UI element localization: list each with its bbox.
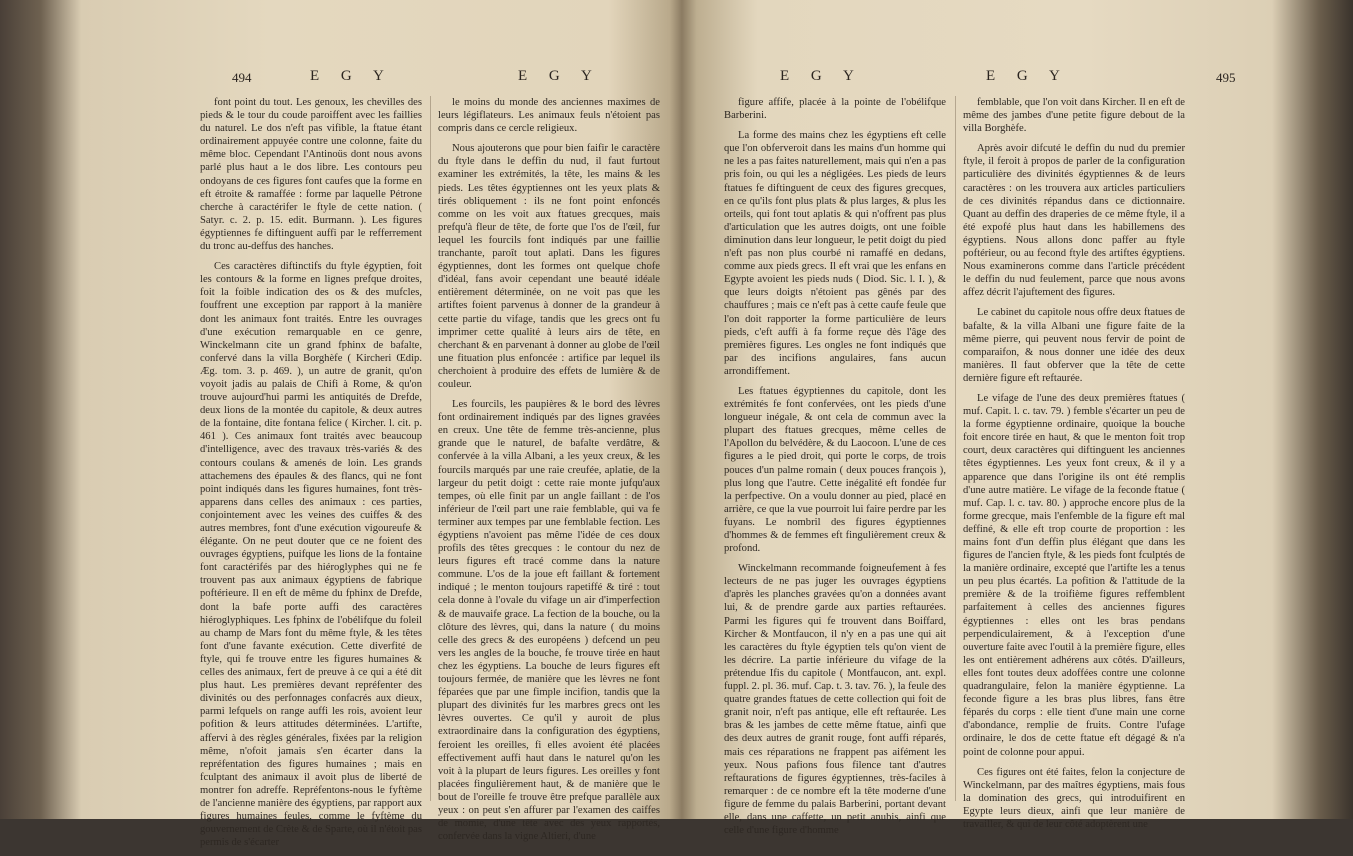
- paragraph: Après avoir difcuté le deffin du nud du premier ftyle, il feroit à propos de parler de la configuration particulière des divinités égyptiennes & de leurs caractères : on les trouvera aux articles particuliers de ces divinités répandus dans ce dictionnaire. Quant au deffin des draperies de ce même ftyle, il a été expofé plus haut dans les habillemens des égyptiens. Nous allons donc paffer au ftyle poftérieur, ou au fecond ftyle des artiftes égyptiens. Nous examinerons comme dans l'article précédent le deffin du nud feulement, parce que nous avons affez décrit l'ajuftement des figures.: [963, 143, 1185, 299]
- running-header: E G Y: [310, 68, 393, 84]
- paragraph: Winckelmann recommande foigneufement à fes lecteurs de ne pas juger les ouvrages égyptiens d'après les planches gravées qu'on a données avant lui, & de prendre garde aux parties reftaurées. Parmi les figures qui fe trouvent dans Boiffard, Kircher & Montfaucon, il n'y en a pas une qui ait les caractères du ftyle égyptien tels qu'on vient de les décrire. La partie inférieure du vifage de la prétendue Ifis du capitole ( Montfaucon, ant. expl. fuppl. 2. pl. 36. muf. Cap. t. 3. tav. 76. ), la feule des quatre grandes ftatues de cette collection qui foit de granit noir, n'eft pas antique, elle eft reftaurée. Les bras & les jambes de cette même ftatue, ainfi que des deux autres de granit rouge, font auffi réparés, mais ces réparations ne frappent pas aifément les yeux. Nous pafions fous filence tant d'autres reftaurations de figures égyptiennes, très-faciles à remarquer : de ce nombre eft la tête moderne d'une figure de femme du palais Barberini, portant devant elle, dans une caffette, un petit anubis, ainfi que celle d'une figure d'homme: [724, 563, 946, 837]
- paragraph: Les fourcils, les paupières & le bord des lèvres font ordinairement indiqués par des lignes gravées en creux. Une tête de femme très-ancienne, plus grande que le naturel, de bafalte verdâtre, & confervée à la villa Albani, a les yeux creux, & les fourcils marqués par une raie creufée, aplatie, de la largeur du petit doigt : cette raie monte jufqu'aux tempes, où elle finit par un angle faillant : de l'os inférieur de l'œil part une raie femblable, qui va fe terminer aux tempes par une femblable fection. Les égyptiens n'avoient pas même l'idée de ces doux profils des têtes grecques : le contour du nez de leurs figures eft tracé comme dans la nature commune. L'os de la joue eft faillant & fortement indiqué ; le menton toujours rapetiffé & tiré : tout cela donne à l'ovale du vifage un air d'imperfection & de mauvaife grace. La fection de la bouche, ou la clôture des lèvres, qui, dans la nature ( du moins celle des grecs & des européens ) defcend un peu vers les angles de la bouche, fe trouve tirée en haut chez les égyptiens. La bouche de leurs figures eft toujours fermée, de manière que les lèvres ne font féparées que par une fimple incifion, tandis que la plupart des divinités fur les marbres grecs ont les lèvres ouvertes. Ce qu'il y auroit de plus extraordinaire dans la configuration des égyptiens, feroient les oreilles, fi elles avoient été placées effectivement auffi haut dans le naturel qu'on les voit à la plupart de leurs figures. Les oreilles y font placées fingulièrement haut, & de manière que le bout de l'oreille fe trouve être prefque parallèle aux yeux : on peut s'en affurer par l'examen des caiffes de momie, d'une tête avec des yeux rapportés, confervée dans la vigne Altieri, d'une: [438, 399, 660, 843]
- page-number: 495: [1216, 70, 1236, 85]
- paragraph: Les ftatues égyptiennes du capitole, dont les extrémités fe font confervées, ont les pieds d'une longueur inégale, & ont cela de commun avec la plupart des ftatues grecques, même celles de l'Apollon du belvédère, & du Laocoon. L'une de ces figures a le pied droit, qui porte le corps, de trois pouces d'un palme romain ( deux pouces françois ), plus long que l'autre. Cette inégalité eft fondée fur la perfpective. On a voulu donner au pied, placé en arrière, ce que la vue pourroit lui faire perdre par les fuyans. Le nombril des figures égyptiennes d'hommes & de femmes eft fingulièrement creux & profond.: [724, 385, 946, 555]
- paragraph: femblable, que l'on voit dans Kircher. Il en eft de même des jambes d'une petite figure debout de la villa Borghèfe.: [963, 97, 1185, 135]
- paragraph: le moins du monde des anciennes maximes de leurs légiflateurs. Les animaux feuls n'étoient pas compris dans ce cercle religieux.: [438, 97, 660, 135]
- paragraph: figure affife, placée à la pointe de l'obélifque Barberini.: [724, 97, 946, 122]
- paragraph: Nous ajouterons que pour bien faifir le caractère du ftyle dans le deffin du nud, il faut furtout examiner les extrémités, la tête, les mains & les pieds. Les têtes égyptiennes ont les yeux plats & tirés obliquement : ils ne font point enfoncés comme on les voit aux ftatues grecques, mais prefqu'à fleur de tête, de forte que l'os de l'œil, fur lequel les fourcils font indiqués par une faillie tranchante, paroît tout aplati. Dans les figures égyptiennes, dont les formes ont quelque chofe d'idéal, fans avoir cependant une beauté idéale entièrement déterminée, on ne voit pas que les artiftes foient parvenus à donner de la grandeur à cette partie du vifage, tandis que les grecs ont fu imprimer cette qualité à leurs airs de tête, en cherchant & en parvenant à donner au globe de l'œil une fituation plus enfoncée : artifice par lequel ils cherchoient à produire des effets de lumière & de couleur.: [438, 143, 660, 390]
- paragraph: Ces figures ont été faites, felon la conjecture de Winckelmann, par des maîtres égyptiens, mais fous la domination des grecs, qui introduifirent en Egypte leurs dieux, ainfi que leur manière de travailler, & qui de leur côté adoptèrent une: [963, 766, 1185, 830]
- paragraph: Le cabinet du capitole nous offre deux ftatues de bafalte, & la villa Albani une figure faite de la même pierre, qui peuvent nous fervir de point de comparaifon, & nous donner une idée des deux manières. Il faut obferver que la tête de cette dernière figure eft reftaurée.: [963, 307, 1185, 384]
- column-divider: [955, 96, 956, 801]
- right-page: [676, 0, 1353, 837]
- page-number: 494: [232, 70, 252, 85]
- column-divider: [430, 96, 431, 801]
- text-column-left: [724, 96, 946, 844]
- paragraph: Le vifage de l'une des deux premières ftatues ( muf. Capit. l. c. tav. 79. ) femble s'écarter un peu de la forme égyptienne ordinaire, quoique la bouche foit encore tirée en haut, & que le menton foit trop court, deux caractères qui diftinguent les anciennes têtes égyptiennes. Les yeux font creux, & il y a apparence que dans l'origine ils ont été remplis d'une autre matière. Le vifage de la feconde ftatue ( muf. Cap. l. c. tav. 80. ) approche encore plus de la forme grecque, mais l'enfemble de la figure eft mal deffiné, & elle eft trop courte de proportion : les mains font d'un deffin plus élégant que dans les figures de l'ancien ftyle, & les pieds font fculptés de la manière ordinaire, excepté que l'artifte les a tenus un peu plus écartés. La pofition & l'attitude de la première & de la troifième figures reffemblent parfaitement à celles des anciennes figures égyptiennes : elles ont les bras pendans perpendiculairement, & à l'exception d'une ouverture faite avec l'outil à la première figure, elles les ont entièrement adhérens aux côtés. D'ailleurs, elles font toutes deux adoffées contre une colonne quadrangulaire, felon la manière égyptienne. La feconde figure a les bras plus libres, fans être féparés du corps : elle tient d'une main une corne d'abondance, remplie de fruits. Contre l'ufage ordinaire, le dos de cette ftatue eft dégagé & n'a point de colonne pour appui.: [963, 392, 1185, 758]
- left-page: [0, 0, 676, 849]
- running-header: E G Y: [518, 68, 601, 84]
- text-column-left: [200, 96, 422, 856]
- running-header: E G Y: [780, 68, 863, 84]
- paragraph: font point du tout. Les genoux, les chevilles des pieds & le tour du coude paroiffent avec les faillies du naturel. Le dos n'eft pas vifible, la ftatue étant ordinairement appuyée contre une colonne, faite du même bloc. Cependant l'Antinoüs dont nous avons parlé plus haut a le dos libre. Les contours peu ondoyans de ces figures font caufes que la forme en eft étroite & ramaffée : forme par laquelle Pétrone cherche à caractérifer le ftyle de cette nation. ( Satyr. c. 2. p. 15. edit. Burmann. ). Les figures égyptiennes fe diftinguent auffi par le refferrement du tronc au-deffus des hanches.: [200, 97, 422, 253]
- text-column-right: [963, 96, 1185, 838]
- text-column-right: [438, 96, 660, 850]
- running-header: E G Y: [986, 68, 1069, 84]
- paragraph: La forme des mains chez les égyptiens eft celle que l'on obferveroit dans les mains d'un homme qui ne les a pas faites naturellement, mais qui n'en a pas pris foin, ou qui les a négligées. Les pieds de leurs ftatues fe diftinguent de ceux des figures grecques, en ce qu'ils font plus plats & plus larges, & plus les orteils, qui font tout aplatis & qui n'offrent pas plus d'articulation que les autres doigts, ont une foible diminution dans leur longueur, le petit doigt du pied n'eft pas non plus courbé ni ramaffé en dedans, comme aux pieds grecs. Il eft vrai que les enfans en Egypte avoient les pieds nuds ( Diod. Sic. l. I. ), & que leurs doigts n'étoient pas gênés par des chauffures ; mais ce n'eft pas à cette caufe feule que l'on doit rapporter la forme particulière de leurs pieds, c'eft auffi à fa forme reçue dès l'âge des premières figures. Les ongles ne font indiqués que par des incifions angulaires, fans aucun arrondiffement.: [724, 130, 946, 377]
- paragraph: Ces caractères diftinctifs du ftyle égyptien, foit les contours & la forme en lignes prefque droites, foit la foible indication des os & des mufcles, fouffrent une exception par rapport à la manière dont les animaux font traités. Entre les ouvrages d'une exécution remarquable en ce genre, Winckelmann cite un grand fphinx de bafalte, confervé dans la villa Borghèfe ( Kircheri Œdip. Æg. tom. 3. p. 469. ), un autre de granit, qu'on voyoit jadis au palais de Chifi à Rome, & qu'on trouve aujourd'hui parmi les antiquités de Drefde, deux lions de la montée du capitole, & deux autres de la fontaine, dite fontana felice ( Kircher. l. cit. p. 461 ). Ces animaux font traités avec beaucoup d'intelligence, avec des travaux très-variés & des contours coulans & amenés de loin. Les grands attachemens des épaules & des flancs, qui ne font point indiqués dans les figures humaines, font très-apparens dans celles des animaux : ces parties, conjointement avec les veines des cuiffes & des autres membres, font d'une exécution vigoureufe & élégante. On ne peut douter que ce ne foient des ouvrages égyptiens, puifque les lions de la fontaine font caractérifés par des hiéroglyphes qui ne fe trouvent pas aux animaux égyptiens de fabrique poftérieure. Il en eft de même du fphinx de Drefde, dont la bafe porte auffi des caractères hiéroglyphiques. Les fphinx de l'obélifque du foleil au champ de Mars font du même ftyle, & les têtes font d'une favante exécution. Cette diverfité de ftyle, qui fe trouve entre les figures humaines & celles des animaux, fert de preuve à ce qui a été dit plus haut. Les premières devant repréfenter des divinités ou des perfonnages confacrés aux dieux, parmi lefquels on range auffi les rois, avoient leur pofition & leurs attitudes déterminées. L'artifte, affervi à des règles générales, fixées par la religion même, n'ofoit jamais s'en écarter dans la repréfentation des figures humaines ; mais en fculptant des animaux il avoit plus de liberté de montrer fon adreffe. Repréfentons-nous le fyftème de l'ancienne manière des égyptiens, par rapport aux figures humaines feules, comme le fyftème du gouvernement de Crète & de Sparte, où il n'étoit pas permis de s'écarter: [200, 261, 422, 849]
